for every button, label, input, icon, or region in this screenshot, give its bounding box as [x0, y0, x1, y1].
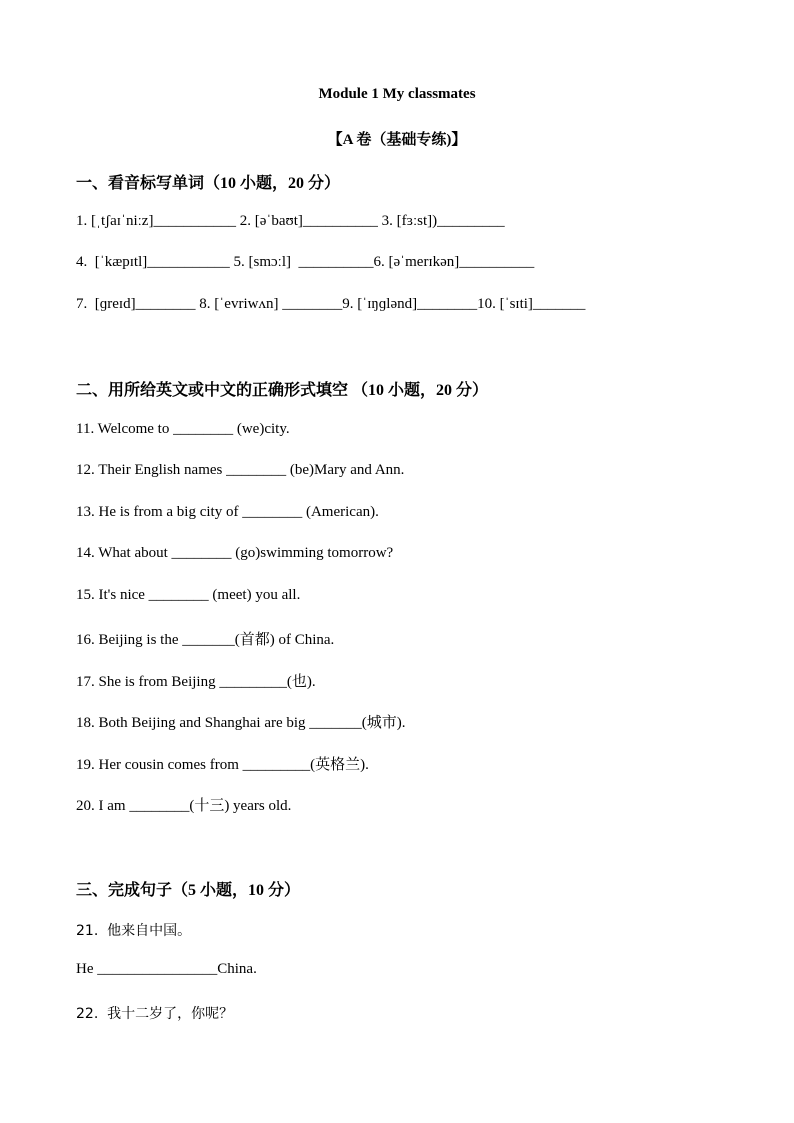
question-18: 18. Both Beijing and Shanghai are big _______(城市). — [76, 715, 406, 731]
page-title: Module 1 My classmates — [318, 86, 476, 102]
question-12: 12. Their English names ________ (be)Mary and Ann. — [76, 462, 405, 478]
question-11: 11. Welcome to ________ (we)city. — [76, 421, 290, 437]
question-15: 15. It's nice ________ (meet) you all. — [76, 587, 301, 603]
question-22-prompt: 22. 我十二岁了，你呢？ — [76, 1006, 234, 1022]
section-1-heading: 一、看音标写单词（10 小题，20 分） — [76, 175, 341, 192]
page-subtitle: 【A 卷（基础专练)】 — [327, 132, 467, 148]
question-16: 16. Beijing is the _______(首都) of China. — [76, 632, 335, 648]
section-2-heading: 二、用所给英文或中文的正确形式填空 （10 小题，20 分） — [76, 382, 489, 399]
question-19: 19. Her cousin comes from _________(英格兰). — [76, 757, 369, 773]
question-20: 20. I am ________(十三) years old. — [76, 798, 292, 814]
question-17: 17. She is from Beijing _________(也). — [76, 674, 316, 690]
question-line-1-3: 1. [ˌtʃaɪˈniːz]___________ 2. [əˈbaʊt]__________ 3. [fɜːst])_________ — [76, 213, 505, 229]
question-21-prompt: 21. 他来自中国。 — [76, 923, 192, 939]
section-3-heading: 三、完成句子（5 小题，10 分） — [76, 882, 301, 899]
question-13: 13. He is from a big city of ________ (American). — [76, 504, 379, 520]
question-14: 14. What about ________ (go)swimming tomorrow? — [76, 545, 394, 561]
question-line-4-6: 4. [ˈkæpɪtl]___________ 5. [smɔːl] __________6. [əˈmerɪkən]__________ — [76, 254, 535, 270]
question-line-7-10: 7. [ɡreɪd]________ 8. [ˈevriwʌn] ________9. [ˈɪŋɡlənd]________10. [ˈsɪti]_______ — [76, 296, 586, 312]
question-21-answer-line: He ________________China. — [76, 961, 257, 977]
